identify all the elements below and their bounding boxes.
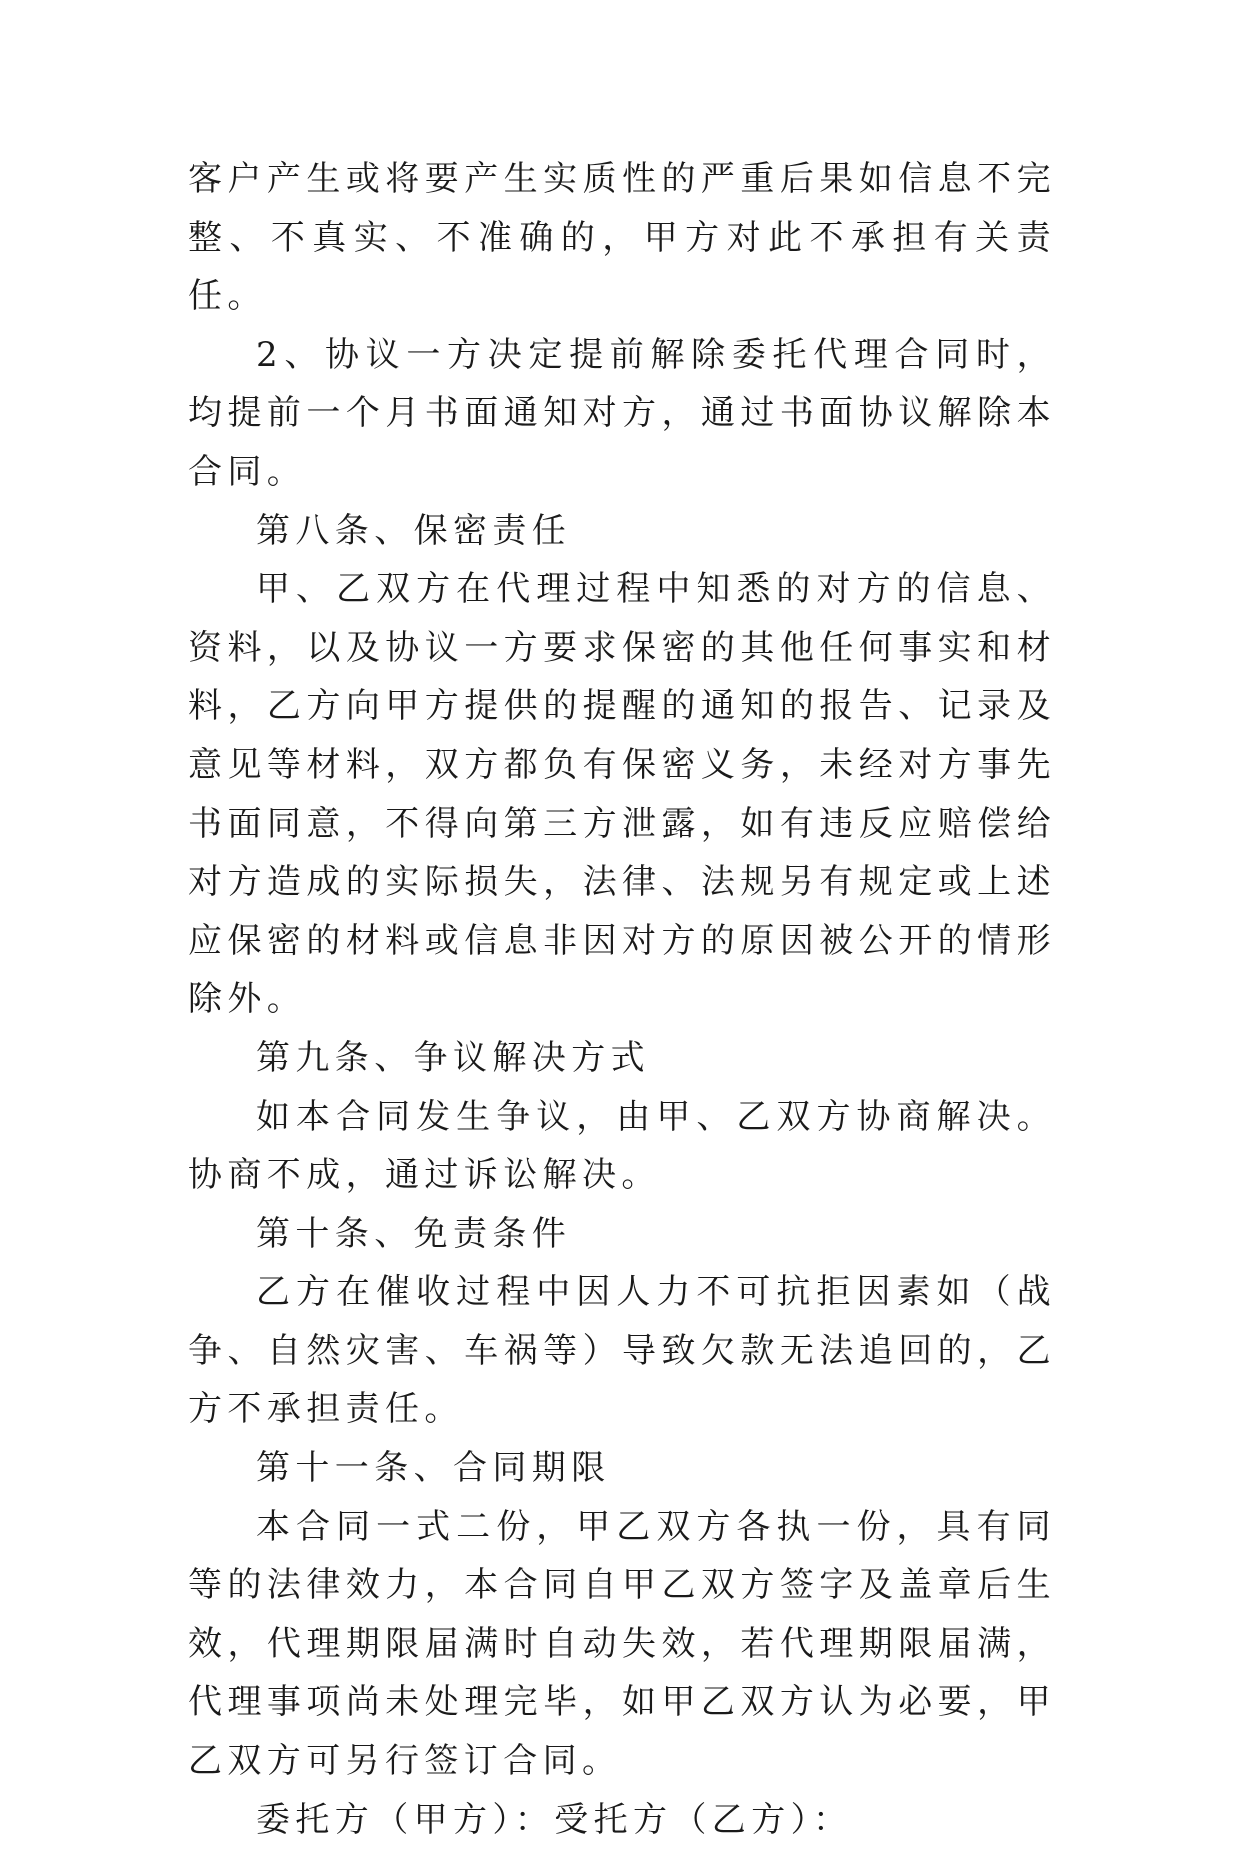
paragraph-continuation: 客户产生或将要产生实质性的严重后果如信息不完整、不真实、不准确的，甲方对此不承担有关责任。 — [188, 159, 1056, 317]
article-9-heading: 第九条、争议解决方式 — [256, 1037, 650, 1078]
article-9-body: 如本合同发生争议，由甲、乙双方协商解决。协商不成，通过诉讼解决。 — [188, 1096, 1056, 1196]
signature-line: 委托方（甲方）：受托方（乙方）： — [256, 1799, 853, 1840]
article-10-body: 乙方在催收过程中因人力不可抗拒因素如（战争、自然灾害、车祸等）导致欠款无法追回的，乙方不承担责任。 — [188, 1272, 1056, 1430]
article-11-heading: 第十一条、合同期限 — [256, 1448, 611, 1489]
document-body — [188, 150, 1056, 1849]
article-10-heading: 第十条、免责条件 — [256, 1213, 572, 1254]
article-11-body: 本合同一式二份，甲乙双方各执一份，具有同等的法律效力，本合同自甲乙双方签字及盖章后生效，代理期限届满时自动失效，若代理期限届满，代理事项尚未处理完毕，如甲乙双方认为必要，甲乙双方可另行签订合同。 — [188, 1506, 1056, 1782]
article-8-heading: 第八条、保密责任 — [256, 510, 572, 551]
paragraph-termination-notice: 2、协议一方决定提前解除委托代理合同时，均提前一个月书面通知对方，通过书面协议解除本合同。 — [188, 334, 1056, 492]
article-8-body: 甲、乙双方在代理过程中知悉的对方的信息、资料，以及协议一方要求保密的其他任何事实和材料，乙方向甲方提供的提醒的通知的报告、记录及意见等材料，双方都负有保密义务，未经对方事先书面同意，不得向第三方泄露，如有违反应赔偿给对方造成的实际损失，法律、法规另有规定或上述应保密的材料或信息非因对方的原因被公开的情形除外。 — [188, 569, 1056, 1020]
